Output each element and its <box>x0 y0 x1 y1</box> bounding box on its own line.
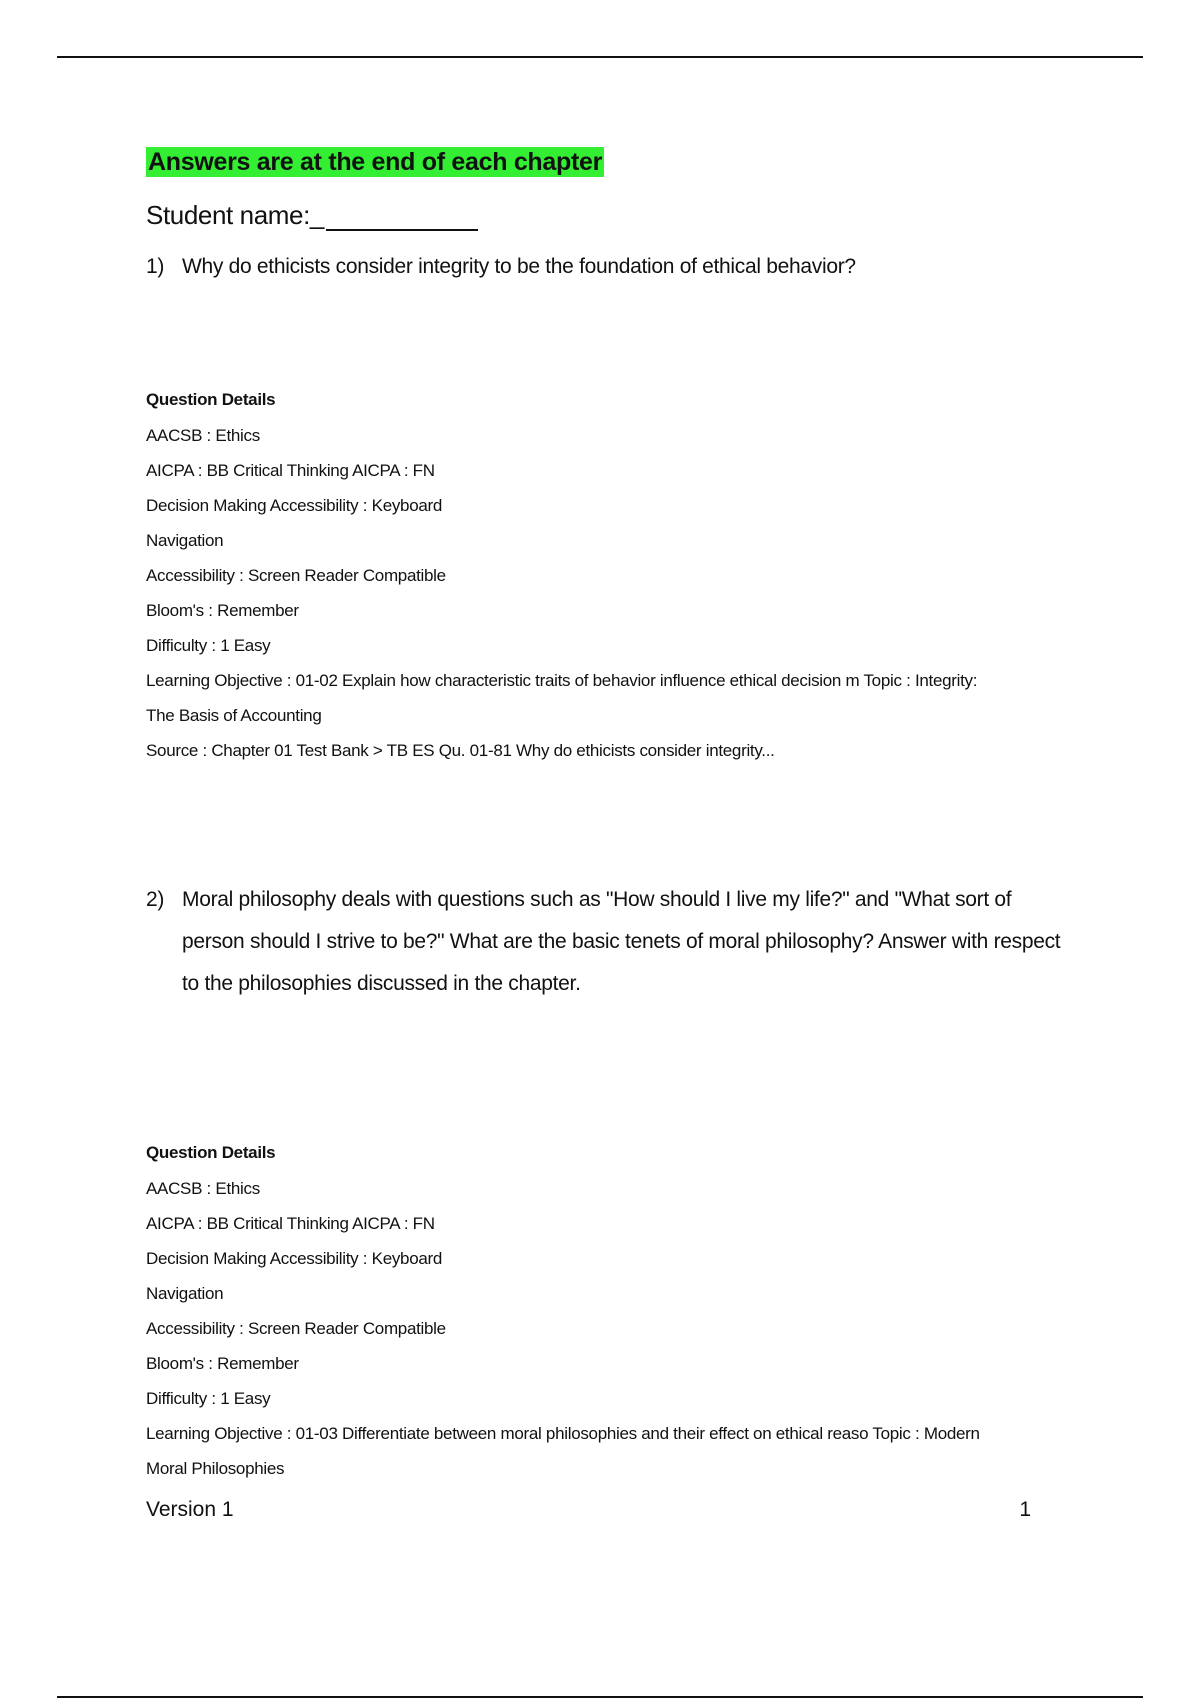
detail-source: Source : Chapter 01 Test Bank > TB ES Qu. 01-81 Why do ethicists consider integrity... <box>146 741 775 760</box>
student-name-label: Student name:_ <box>146 200 324 230</box>
page-number: 1 <box>1019 1498 1031 1521</box>
detail-difficulty: Difficulty : 1 Easy <box>146 636 271 655</box>
question-2 <box>146 879 1066 1005</box>
detail-navigation: Navigation <box>146 531 224 550</box>
detail-learning-objective: Learning Objective : 01-02 Explain how characteristic traits of behavior influence ethical decision m Topic : Integrity: <box>146 671 978 690</box>
detail-blooms: Bloom's : Remember <box>146 601 299 620</box>
detail-topic: The Basis of Accounting <box>146 706 322 725</box>
detail-aicpa: AICPA : BB Critical Thinking AICPA : FN <box>146 1214 435 1233</box>
detail-aacsb: AACSB : Ethics <box>146 426 260 445</box>
detail-topic: Moral Philosophies <box>146 1459 285 1478</box>
version-label: Version 1 <box>146 1498 234 1521</box>
detail-blooms: Bloom's : Remember <box>146 1354 299 1373</box>
detail-navigation: Navigation <box>146 1284 224 1303</box>
detail-accessibility: Accessibility : Screen Reader Compatible <box>146 566 446 585</box>
question-number: 1) <box>146 255 165 278</box>
details-heading: Question Details <box>146 390 276 409</box>
bottom-rule <box>57 1696 1143 1698</box>
detail-difficulty: Difficulty : 1 Easy <box>146 1389 271 1408</box>
question-2-details <box>146 1135 1046 1486</box>
question-text: Why do ethicists consider integrity to be the foundation of ethical behavior? <box>182 255 856 278</box>
answers-banner <box>146 147 604 177</box>
question-number: 2) <box>146 888 165 911</box>
question-1-details <box>146 382 1046 768</box>
student-name-field <box>146 199 478 231</box>
detail-aacsb: AACSB : Ethics <box>146 1179 260 1198</box>
student-name-blank <box>326 203 478 231</box>
document-page <box>146 0 1061 1700</box>
page-footer <box>146 1496 1031 1524</box>
detail-decision-making: Decision Making Accessibility : Keyboard <box>146 1249 443 1268</box>
question-text: Moral philosophy deals with questions such as "How should I live my life?" and "What sort of person should I strive to be?" What are the basic tenets of moral philosophy? Answer with respect to the philosophies discussed in the chapter. <box>182 888 1061 995</box>
question-1 <box>146 253 1066 281</box>
detail-decision-making: Decision Making Accessibility : Keyboard <box>146 496 443 515</box>
detail-learning-objective: Learning Objective : 01-03 Differentiate between moral philosophies and their effect on ethical reaso Topic : Modern <box>146 1424 980 1443</box>
details-heading: Question Details <box>146 1143 276 1162</box>
answers-banner-text: Answers are at the end of each chapter <box>148 148 603 176</box>
detail-accessibility: Accessibility : Screen Reader Compatible <box>146 1319 446 1338</box>
detail-aicpa: AICPA : BB Critical Thinking AICPA : FN <box>146 461 435 480</box>
